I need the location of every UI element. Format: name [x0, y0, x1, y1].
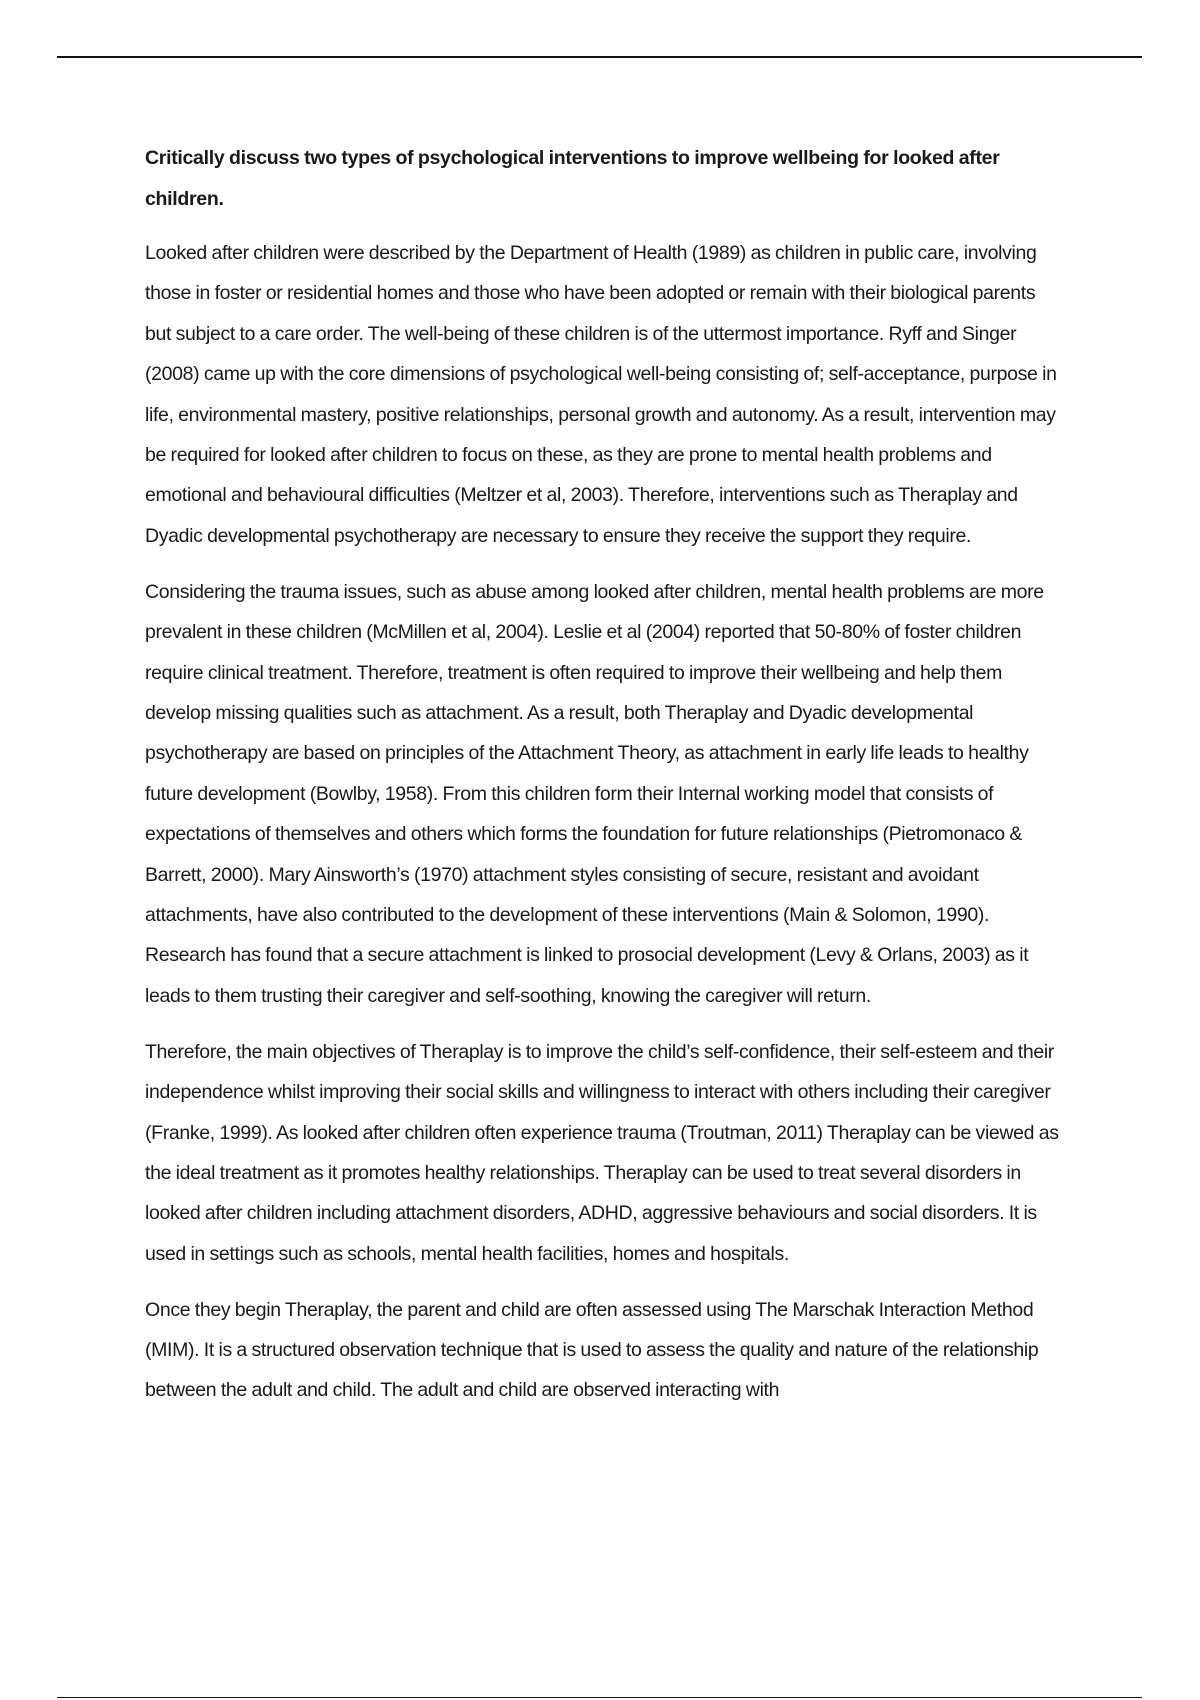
document-body	[145, 138, 1065, 1426]
paragraph-1: Looked after children were described by the Department of Health (1989) as children in public care, involving those in foster or residential homes and those who have been adopted or remain with their biological parents but subject to a care order. The well-being of these children is of the uttermost importance. Ryff and Singer (2008) came up with the core dimensions of psychological well-being consisting of; self-acceptance, purpose in life, environmental mastery, positive relationships, personal growth and autonomy. As a result, intervention may be required for looked after children to focus on these, as they are prone to mental health problems and emotional and behavioural difficulties (Meltzer et al, 2003). Therefore, interventions such as Theraplay and Dyadic developmental psychotherapy are necessary to ensure they receive the support they require.	[145, 242, 1057, 547]
paragraph-4: Once they begin Theraplay, the parent and child are often assessed using The Marschak Interaction Method (MIM). It is a structured observation technique that is used to assess the quality and nature of the relationship between the adult and child. The adult and child are observed interacting with	[145, 1298, 1039, 1402]
footer-rule	[57, 1697, 1142, 1698]
paragraph-2: Considering the trauma issues, such as abuse among looked after children, mental health problems are more prevalent in these children (McMillen et al, 2004). Leslie et al (2004) reported that 50-80% of foster children require clinical treatment. Therefore, treatment is often required to improve their wellbeing and help them develop missing qualities such as attachment. As a result, both Theraplay and Dyadic developmental psychotherapy are based on principles of the Attachment Theory, as attachment in early life leads to healthy future development (Bowlby, 1958). From this children form their Internal working model that consists of expectations of themselves and others which forms the foundation for future relationships (Pietromonaco & Barrett, 2000). Mary Ainsworth’s (1970) attachment styles consisting of secure, resistant and avoidant attachments, have also contributed to the development of these interventions (Main & Solomon, 1990). Research has found that a secure attachment is linked to prosocial development (Levy & Orlans, 2003) as it leads to them trusting their caregiver and self-soothing, knowing the caregiver will return.	[145, 580, 1044, 1007]
paragraph-3: Therefore, the main objectives of Theraplay is to improve the child’s self-confidence, their self-esteem and their independence whilst improving their social skills and willingness to interact with others including their caregiver (Franke, 1999). As looked after children often experience trauma (Troutman, 2011) Theraplay can be viewed as the ideal treatment as it promotes healthy relationships. Theraplay can be used to treat several disorders in looked after children including attachment disorders, ADHD, aggressive behaviours and social disorders. It is used in settings such as schools, mental health facilities, homes and hospitals.	[145, 1040, 1059, 1265]
document-title: Critically discuss two types of psychological interventions to improve wellbeing for looked after children.	[145, 147, 1000, 210]
header-rule	[57, 56, 1142, 58]
